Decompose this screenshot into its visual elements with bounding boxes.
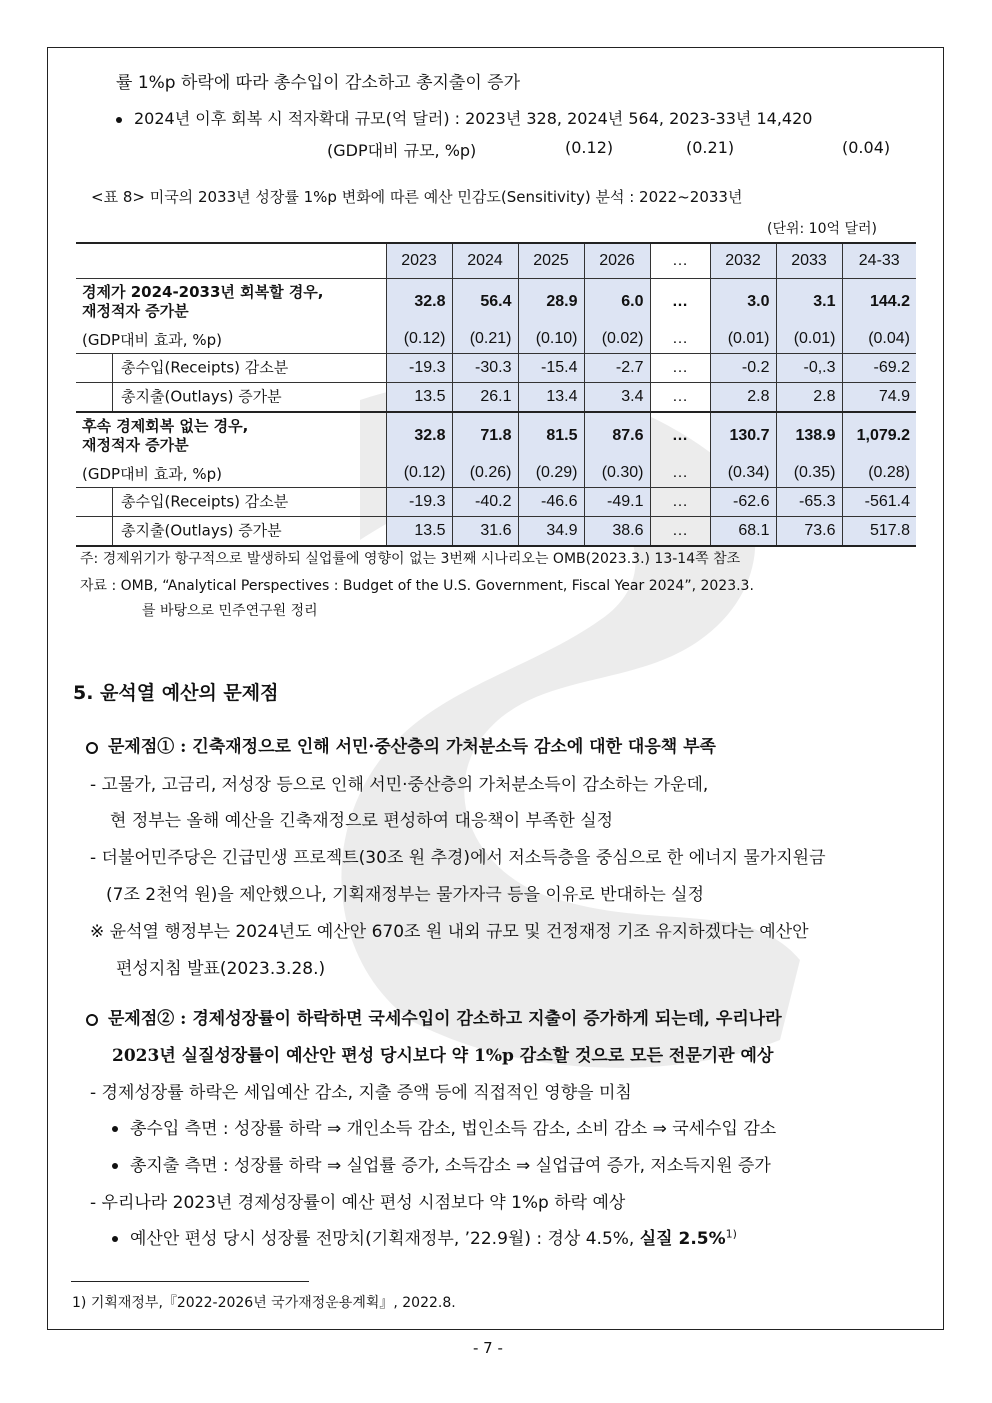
table-row-group2-outlays [76,517,916,547]
real-growth-value: 실질 2.5% [639,1229,726,1249]
table-cell: 74.9 [842,383,916,413]
bullet-deficit [116,106,812,129]
table-cell: 144.2 [842,279,916,326]
bullet-icon [112,1236,118,1242]
table-cell: … [650,488,710,517]
receipts-label: 총수입(Receipts) 감소분 [121,358,289,377]
circle-bullet-icon [86,742,98,754]
table-cell: 32.8 [386,412,452,459]
table-cell: (0.29) [518,459,584,488]
table-cell: … [650,279,710,326]
table-cell: (0.34) [710,459,776,488]
table-cell: 38.6 [584,517,650,547]
table-cell: … [650,517,710,547]
header-cell: 2025 [518,243,584,279]
table-cell: 73.6 [776,517,842,547]
problem1-note-a: ※ 윤석열 행정부는 2024년도 예산안 670조 원 내외 규모 및 건정재정 기조 유지하겠다는 예산안 [90,922,809,942]
table-unit: (단위: 10억 달러) [767,221,877,237]
outlays-label: 총지출(Outlays) 증가분 [121,387,282,406]
table-cell: 13.4 [518,383,584,413]
table-cell: (0.28) [842,459,916,488]
table-cell: -0,.3 [776,354,842,383]
table-note: 주: 경제위기가 항구적으로 발생하되 실업률에 영향이 없는 3번째 시나리오는 OMB(2023.3.) 13-14쪽 참조 [80,551,741,567]
table-cell: 81.5 [518,412,584,459]
table-cell: 3.4 [584,383,650,413]
footnote-divider [71,1281,309,1282]
table-cell: -0.2 [710,354,776,383]
table-header-row [76,243,916,279]
footnote: 1) 기획재정부,『2022-2026년 국가재정운용계획』, 2022.8. [72,1295,456,1311]
table-row-group1-receipts [76,354,916,383]
table-cell: … [650,412,710,459]
header-cell: 2024 [452,243,518,279]
table-cell: -65.3 [776,488,842,517]
header-cell: 2033 [776,243,842,279]
table-cell: 71.8 [452,412,518,459]
receipts-label: 총수입(Receipts) 감소분 [121,492,289,511]
problem2-title-a [86,1004,782,1029]
table-cell: (0.12) [386,325,452,354]
page-number: - 7 - [473,1339,503,1357]
table-cell: (0.30) [584,459,650,488]
table-cell: 87.6 [584,412,650,459]
table-cell: (0.02) [584,325,650,354]
header-cell: … [650,243,710,279]
table-cell: 68.1 [710,517,776,547]
table-cell: 32.8 [386,279,452,326]
problem2-dash2: - 우리나라 2023년 경제성장률이 예산 편성 시점보다 약 1%p 하락 예상 [90,1193,626,1213]
table-cell: 2.8 [710,383,776,413]
table-cell: 3.0 [710,279,776,326]
table-cell: 34.9 [518,517,584,547]
table-cell: (0.01) [710,325,776,354]
table-row-group1-deficit [76,279,916,326]
footnote-ref[interactable]: 1) [725,1227,737,1241]
group-title-line1: 경제가 2024-2033년 회복할 경우, [82,283,324,301]
header-cell: 2032 [710,243,776,279]
group-title-line2: 재정적자 증가분 [82,436,189,454]
table-cell: (0.21) [452,325,518,354]
table-cell: 2.8 [776,383,842,413]
row-label [76,279,386,326]
table-cell: (0.12) [386,459,452,488]
continued-line: 률 1%p 하락에 따라 총수입이 감소하고 총지출이 증가 [116,73,521,93]
table-cell: … [650,354,710,383]
table-cell: (0.26) [452,459,518,488]
table-cell: 130.7 [710,412,776,459]
table-cell: 6.0 [584,279,650,326]
table-cell: 138.9 [776,412,842,459]
gdp-2024: (0.21) [686,138,735,157]
bullet-icon [112,1163,118,1169]
table-row-group2-receipts [76,488,916,517]
table-cell: -62.6 [710,488,776,517]
problem2-bullet3-text: 예산안 편성 당시 성장률 전망치(기획재정부, ’22.9월) : 경상 4.5%, [130,1229,640,1249]
table-cell: 31.6 [452,517,518,547]
table-source-line2: 를 바탕으로 민주연구원 정리 [142,603,318,619]
row-label: (GDP대비 효과, %p) [76,325,386,354]
header-empty [76,243,386,279]
gdp-label: (GDP대비 규모, %p) [327,141,477,160]
problem2-bullet3 [112,1224,737,1249]
table-cell: -49.1 [584,488,650,517]
circle-bullet-icon [86,1014,98,1026]
table-source-line1: 자료 : OMB, “Analytical Perspectives : Budget of the U.S. Government, Fiscal Year 2024”, 2023.3. [80,578,754,594]
problem1-dash2-a: - 더불어민주당은 긴급민생 프로젝트(30조 원 추경)에서 저소득층을 중심으로 한 에너지 물가지원금 [90,848,826,868]
table-cell: 3.1 [776,279,842,326]
table-cell: 13.5 [386,517,452,547]
table-cell: -561.4 [842,488,916,517]
sensitivity-table [76,242,916,547]
table-cell: (0.35) [776,459,842,488]
problem2-title-text-a: 문제점② : 경제성장률이 하락하면 국세수입이 감소하고 지출이 증가하게 되는데, 우리나라 [108,1009,782,1029]
table-cell: 517.8 [842,517,916,547]
problem1-dash2-b: (7조 2천억 원)을 제안했으나, 기획재정부는 물가자극 등을 이유로 반대하는 실정 [106,885,705,905]
table-cell: -40.2 [452,488,518,517]
table-cell: … [650,325,710,354]
row-label [76,412,386,459]
bullet-deficit-text: 2024년 이후 회복 시 적자확대 규모(억 달러) : 2023년 328, 2024년 564, 2023-33년 14,420 [134,109,813,128]
problem2-bullet2-text: 총지출 측면 : 성장률 하락 ⇒ 실업률 증가, 소득감소 ⇒ 실업급여 증가, 저소득지원 증가 [130,1156,771,1176]
table-cell: 56.4 [452,279,518,326]
header-cell: 24-33 [842,243,916,279]
row-label: (GDP대비 효과, %p) [76,459,386,488]
table-row-group2-deficit [76,412,916,459]
table-cell: -2.7 [584,354,650,383]
table-cell: (0.01) [776,325,842,354]
problem2-title-b: 2023년 실질성장률이 예산안 편성 당시보다 약 1%p 감소할 것으로 모든 전문기관 예상 [112,1046,774,1066]
bullet-icon [112,1126,118,1132]
table-row-group2-gdp [76,459,916,488]
table-cell: -19.3 [386,488,452,517]
table-cell: 1,079.2 [842,412,916,459]
table-cell: … [650,383,710,413]
problem2-bullet1 [112,1114,776,1139]
table-cell: … [650,459,710,488]
problem2-bullet1-text: 총수입 측면 : 성장률 하락 ⇒ 개인소득 감소, 법인소득 감소, 소비 감소 ⇒ 국세수입 감소 [130,1119,777,1139]
outlays-label: 총지출(Outlays) 증가분 [121,521,282,540]
header-cell: 2026 [584,243,650,279]
table-cell: 13.5 [386,383,452,413]
problem1-title [86,732,716,757]
problem1-note-b: 편성지침 발표(2023.3.28.) [116,959,326,979]
group-title-line1: 후속 경제회복 없는 경우, [82,417,249,435]
group-title-line2: 재정적자 증가분 [82,302,189,320]
problem2-bullet2 [112,1151,771,1176]
problem1-dash1-a: - 고물가, 고금리, 저성장 등으로 인해 서민·중산층의 가처분소득이 감소하는 가운데, [90,775,709,795]
table-cell: 28.9 [518,279,584,326]
row-label [76,517,386,547]
bullet-icon [116,117,122,123]
header-cell: 2023 [386,243,452,279]
problem1-title-text: 문제점① : 긴축재정으로 인해 서민·중산층의 가처분소득 감소에 대한 대응책 부족 [108,737,716,757]
section-heading: 5. 윤석열 예산의 문제점 [73,682,279,704]
problem2-dash1: - 경제성장률 하락은 세입예산 감소, 지출 증액 등에 직접적인 영향을 미침 [90,1083,632,1103]
table-cell: -15.4 [518,354,584,383]
table-cell: (0.04) [842,325,916,354]
problem1-dash1-b: 현 정부는 올해 예산을 긴축재정으로 편성하여 대응책이 부족한 실정 [110,811,614,831]
table-row-group1-outlays [76,383,916,413]
table-row-group1-gdp [76,325,916,354]
gdp-total: (0.04) [842,138,891,157]
table-cell: -19.3 [386,354,452,383]
table-cell: -46.6 [518,488,584,517]
table-caption: <표 8> 미국의 2033년 성장률 1%p 변화에 따른 예산 민감도(Sensitivity) 분석 : 2022~2033년 [91,188,743,206]
table-cell: -69.2 [842,354,916,383]
row-label [76,354,386,383]
gdp-2023: (0.12) [565,138,614,157]
row-label [76,488,386,517]
table-cell: 26.1 [452,383,518,413]
table-cell: -30.3 [452,354,518,383]
row-label [76,383,386,413]
table-cell: (0.10) [518,325,584,354]
